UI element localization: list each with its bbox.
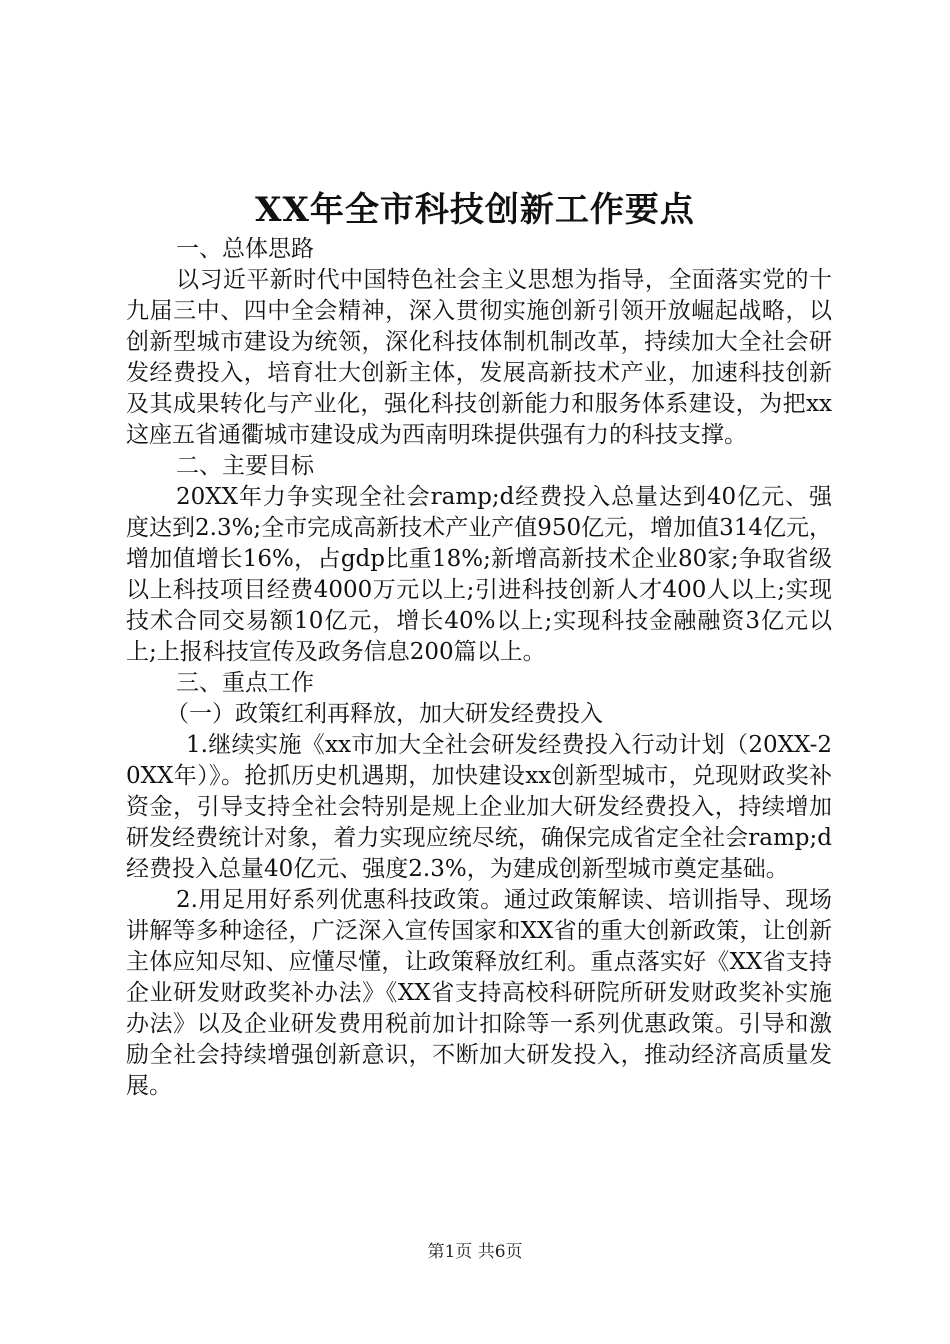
page-footer: 第1页 共6页 [427,1242,523,1262]
section-heading-goals: 二、主要目标 [176,453,314,479]
document-title: XX年全市科技创新工作要点 [255,190,695,230]
paragraph-item-1: 1.继续实施《xx市加大全社会研发经费投入行动计划（20XX-20XX年）》。抢抓历史机遇期，加快建设xx创新型城市，兑现财政奖补资金，引导支持全社会特别是规上企业加大研发经费投入，持续增加研发经费统计对象，着力实现应统尽统，确保完成省定全社会ramp;d经费投入总量40亿元、强度2.3%，为建成创新型城市奠定基础。 [126,732,832,882]
document-body [126,234,832,1102]
paragraph-goals: 20XX年力争实现全社会ramp;d经费投入总量达到40亿元、强度达到2.3%;全市完成高新技术产业产值950亿元，增加值314亿元，增加值增长16%，占gdp比重18%;新增高新技术企业80家;争取省级以上科技项目经费4000万元以上;引进科技创新人才400人以上;实现技术合同交易额10亿元，增长40%以上;实现科技金融融资3亿元以上;上报科技宣传及政务信息200篇以上。 [126,484,832,665]
subsection-heading-policy: （一）政策红利再释放，加大研发经费投入 [166,701,603,727]
section-heading-key-work: 三、重点工作 [176,670,314,696]
paragraph-overall: 以习近平新时代中国特色社会主义思想为指导，全面落实党的十九届三中、四中全会精神，深入贯彻实施创新引领开放崛起战略，以创新型城市建设为统领，深化科技体制机制改革，持续加大全社会研发经费投入，培育壮大创新主体，发展高新技术产业，加速科技创新及其成果转化与产业化，强化科技创新能力和服务体系建设，为把xx这座五省通衢城市建设成为西南明珠提供强有力的科技支撑。 [126,267,832,448]
paragraph-item-2: 2.用足用好系列优惠科技政策。通过政策解读、培训指导、现场讲解等多种途径，广泛深入宣传国家和XX省的重大创新政策，让创新主体应知尽知、应懂尽懂，让政策释放红利。重点落实好《XX省支持企业研发财政奖补办法》《XX省支持高校科研院所研发财政奖补实施办法》以及企业研发费用税前加计扣除等一系列优惠政策。引导和激励全社会持续增强创新意识，不断加大研发投入，推动经济高质量发展。 [126,887,832,1099]
section-heading-overall: 一、总体思路 [176,236,314,262]
